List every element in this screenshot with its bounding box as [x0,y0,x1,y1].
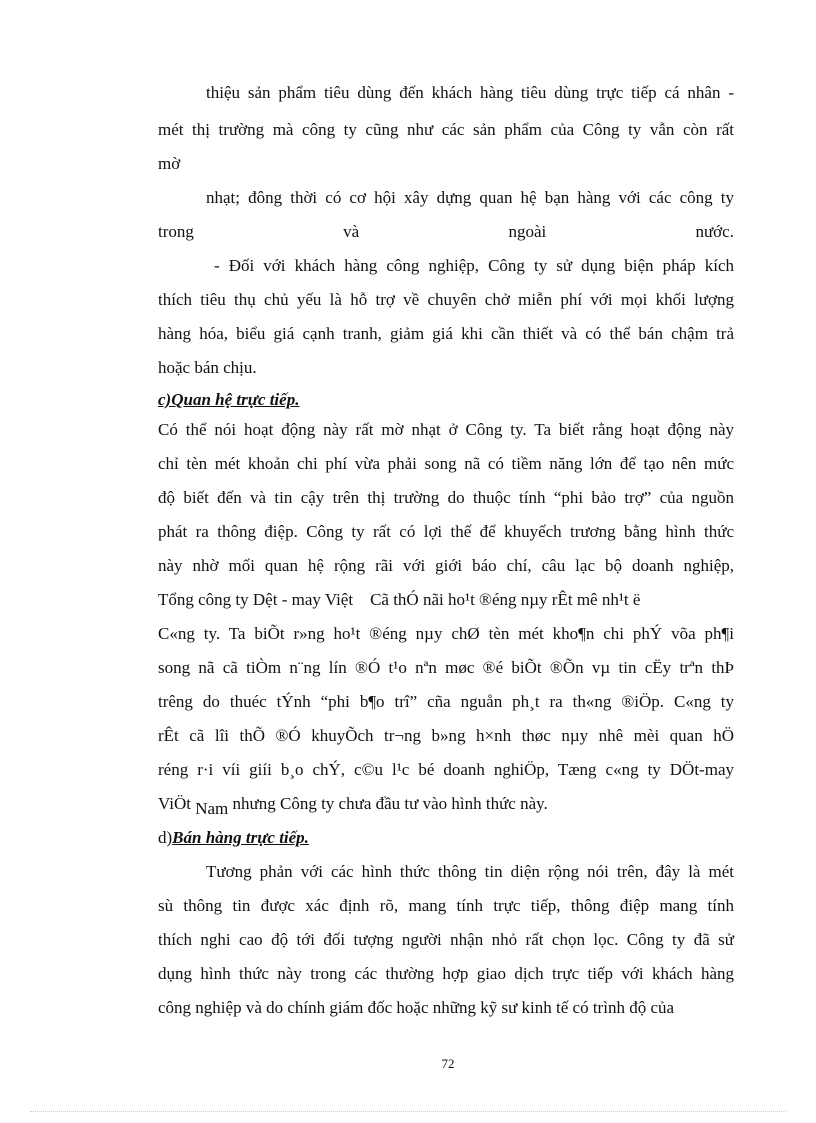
paragraph-line: chỉ tèn mét khoản chi phí vừa phải song nã có tiềm năng lớn để tạo nên mức [158,454,734,473]
section-d-heading [158,827,734,849]
heading-text: Bán hàng trực tiếp. [172,828,309,847]
paragraph-line: nhạt; đông thời có cơ hội xây dựng quan hệ bạn hàng với các công ty [206,188,734,207]
paragraph-line: độ biết đến và tin cậy trên thị trường do thuộc tính “phi bảo trợ” của nguồn [158,488,734,507]
paragraph-line: réng r·i víi giíi b¸o chÝ, c©u l¹c bé doanh nghiÖp, Tæng c«ng ty DÖt-may [158,760,734,779]
paragraph-line: hàng hóa, biểu giá cạnh tranh, giảm giá khi cần thiết và có thể bán chậm trả [158,324,734,343]
page-number: 72 [441,1056,455,1071]
spread-word: nước. [695,222,734,241]
paragraph-line: song nã cã tiÒm n¨ng lín ®Ó t¹o nªn møc ®é biÕt ®Õn vµ tin cËy trªn thÞ [158,658,734,677]
paragraph-line: mờ [158,154,181,173]
paragraph-line: sù thông tin được xác định rõ, mang tính trực tiếp, thông điệp mang tính [158,896,734,915]
paragraph-line [158,793,734,818]
page-bottom-divider [30,1111,786,1112]
paragraph-line: rÊt cã lîi thÕ ®Ó khuyÕch tr¬ng b»ng h×nh thøc nµy nhê mèi quan hÖ [158,726,734,745]
text-run: nhưng Công ty chưa đầu tư vào hình thức này. [228,794,548,813]
paragraph-line: thích tiêu thụ chủ yếu là hỗ trợ về chuyên chở miễn phí với mọi khối lượng [158,290,734,309]
paragraph-line: Có thể nói hoạt động này rất mờ nhạt ở Công ty. Ta biết rằng hoạt động này [158,420,734,439]
spread-line [158,221,734,243]
spread-word: ngoài [508,222,547,241]
spread-word: và [343,222,360,241]
spread-word: trong [158,222,194,241]
paragraph-line: công nghiệp và do chính giám đốc hoặc những kỹ sư kinh tế có trình độ của [158,998,675,1017]
paragraph-line: Tương phản với các hình thức thông tin diện rộng nói trên, đây là mét [206,862,734,881]
section-c-heading: c)Quan hệ trực tiếp. [158,390,300,409]
paragraph-line: phát ra thông điệp. Công ty rất có lợi thế để khuyếch trương bằng hình thức [158,522,734,541]
paragraph-line: mét thị trường mà công ty cũng như các sản phẩm của Công ty vẫn còn rất [158,120,734,139]
text-run: ViÖt [158,794,196,813]
heading-prefix: d) [158,828,173,847]
paragraph-line: này nhờ mối quan hệ rộng rãi với giới báo chí, câu lạc bộ doanh nghiệp, [158,556,734,575]
paragraph-line: thích nghi cao độ tới đối tượng người nhận nhỏ rất chọn lọc. Công ty đã sử [158,930,734,949]
paragraph-line: trêng do thuéc tÝnh “phi b¶o trî” cña nguån ph¸t ra th«ng ®iÖp. C«ng ty [158,692,734,711]
paragraph-line: Tổng công ty Dệt - may Việt Cã thÓ nãi ho¹t ®éng nµy rÊt mê nh¹t ë [158,590,641,609]
subscript-text: Nam [195,799,229,818]
paragraph-line: dụng hình thức này trong các thường hợp giao dịch trực tiếp với khách hàng [158,964,734,983]
paragraph-line: hoặc bán chịu. [158,358,257,377]
paragraph-line: C«ng ty. Ta biÕt r»ng ho¹t ®éng nµy chØ tèn mét kho¶n chi phÝ võa ph¶i [158,624,734,643]
paragraph-line: thiệu sản phẩm tiêu dùng đến khách hàng tiêu dùng trực tiếp cá nhân - [206,83,734,102]
paragraph-line: - Đối với khách hàng công nghiệp, Công ty sử dụng biện pháp kích [214,256,734,275]
